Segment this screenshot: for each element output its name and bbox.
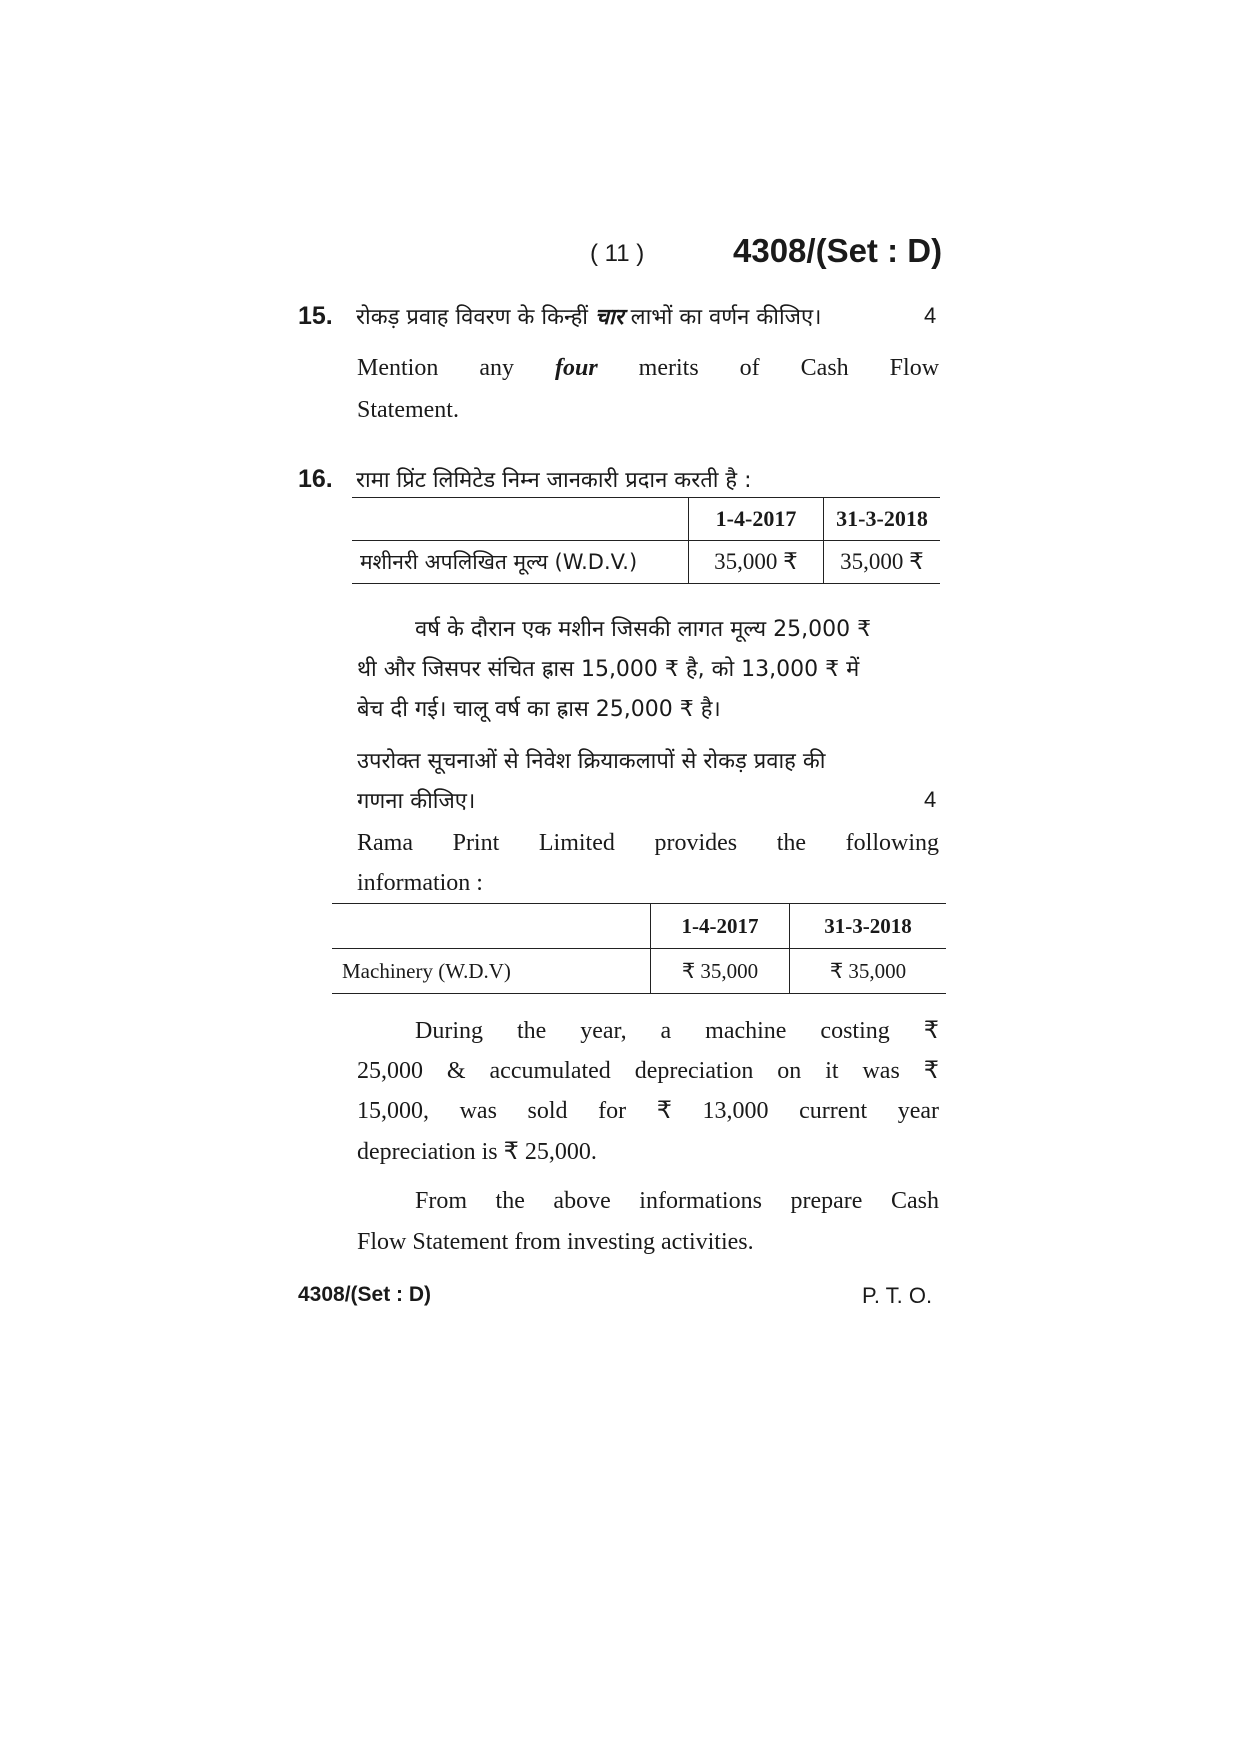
table-header-cell: 31-3-2018 [824, 498, 941, 541]
hindi-data-table [352, 497, 940, 584]
table-header-row [332, 904, 946, 949]
table-cell: ₹ 35,000 [790, 949, 947, 994]
english-data-table [332, 903, 946, 994]
page-number: ( 11 ) [590, 240, 645, 267]
q16-english-para1-line2: 25,000 & accumulated depreciation on it was ₹ [357, 1058, 939, 1084]
q16-english-para1-line4: depreciation is ₹ 25,000. [357, 1139, 597, 1165]
q16-marks: 4 [924, 787, 937, 812]
word: Mention [357, 355, 439, 381]
q15-hindi-post: लाभों का वर्णन कीजिए। [630, 305, 822, 330]
table-cell: 35,000 ₹ [689, 541, 824, 584]
table-header-row [352, 498, 940, 541]
q16-hindi-intro: रामा प्रिंट लिमिटेड निम्न जानकारी प्रदान करती है : [356, 468, 752, 493]
table-header-cell [352, 498, 689, 541]
q16-english-para2-line1: From the above informations prepare Cash [415, 1188, 939, 1214]
q15-hindi-text [356, 301, 821, 331]
q15-hindi-emphasis: चार [594, 305, 624, 330]
q16-hindi-para2-line2: गणना कीजिए। [357, 789, 476, 814]
table-header-cell: 31-3-2018 [790, 904, 947, 949]
question-number-15: 15. [298, 302, 333, 330]
q16-english-para1-line1: During the year, a machine costing ₹ [415, 1018, 939, 1044]
table-cell: ₹ 35,000 [651, 949, 790, 994]
q15-marks: 4 [924, 303, 937, 328]
q15-english-line1 [357, 355, 939, 382]
q16-english-intro-line2: information : [357, 870, 483, 896]
table-cell: 35,000 ₹ [824, 541, 941, 584]
please-turn-over: P. T. O. [862, 1283, 933, 1308]
word: merits [638, 355, 699, 381]
word: any [479, 355, 514, 381]
paper-code: 4308/(Set : D) [733, 232, 943, 269]
footer-paper-code: 4308/(Set : D) [298, 1283, 432, 1306]
word: of [739, 355, 760, 381]
table-row [332, 949, 946, 994]
word: Flow [889, 355, 940, 381]
emphasis-word: four [554, 355, 598, 381]
table-header-cell [332, 904, 651, 949]
table-row [352, 541, 940, 584]
table-cell: मशीनरी अपलिखित मूल्य (W.D.V.) [352, 541, 689, 584]
q16-hindi-para1-line1: वर्ष के दौरान एक मशीन जिसकी लागत मूल्य 25,000 ₹ [415, 617, 872, 642]
q15-hindi-pre: रोकड़ प्रवाह विवरण के किन्हीं [356, 305, 588, 330]
q15-english-line2: Statement. [357, 397, 459, 423]
table-header-cell: 1-4-2017 [689, 498, 824, 541]
question-number-16: 16. [298, 465, 333, 493]
q16-hindi-para1-line3: बेच दी गई। चालू वर्ष का ह्रास 25,000 ₹ है। [357, 697, 721, 722]
table-cell: Machinery (W.D.V) [332, 949, 651, 994]
word: Cash [800, 355, 849, 381]
table-header-cell: 1-4-2017 [651, 904, 790, 949]
q16-english-para1-line3: 15,000, was sold for ₹ 13,000 current year [357, 1098, 939, 1124]
q16-english-para2-line2: Flow Statement from investing activities. [357, 1229, 754, 1255]
q16-english-intro-line1: Rama Print Limited provides the following [357, 830, 939, 856]
q16-hindi-para2-line1: उपरोक्त सूचनाओं से निवेश क्रियाकलापों से रोकड़ प्रवाह की [357, 749, 826, 774]
q16-hindi-para1-line2: थी और जिसपर संचित ह्रास 15,000 ₹ है, को 13,000 ₹ में [357, 657, 860, 682]
